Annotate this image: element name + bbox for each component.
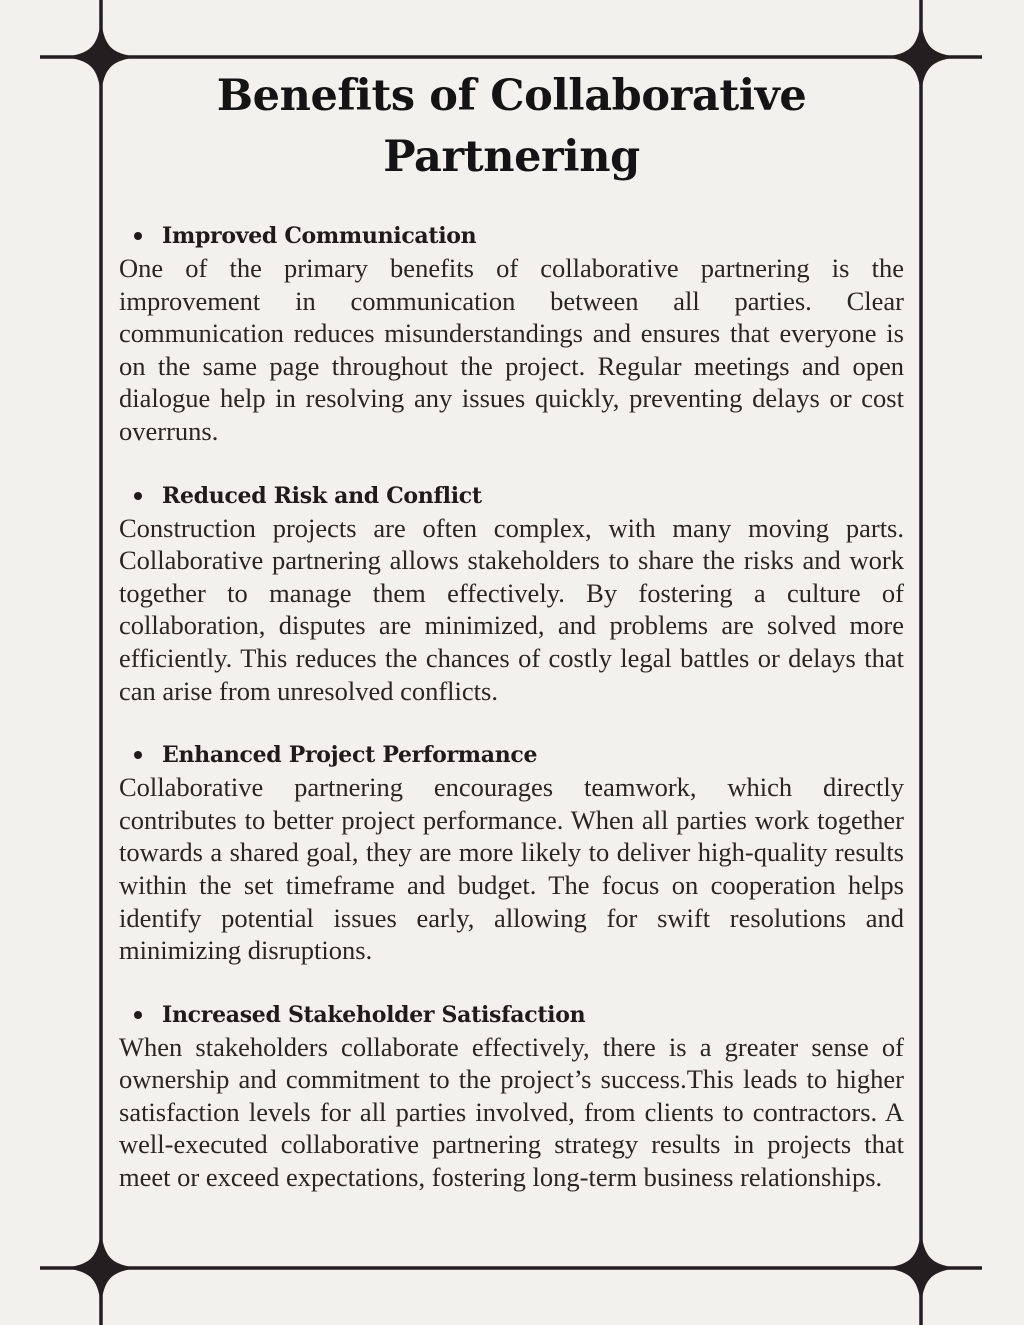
benefit-text: Construction projects are often complex, with many moving parts. Collaborative partnering allows stakeholders to share the risks and work together to manage them effectively. By fostering a culture of collaboration, disputes are minimized, and problems are solved more efficiently. This reduces the chances of costly legal battles or delays that can arise from unresolved conflicts. (119, 512, 904, 706)
benefits-list (119, 220, 904, 1194)
benefit-section (119, 480, 904, 708)
benefit-text: Collaborative partnering encourages teamwork, which directly contributes to better project performance. When all parties work together towards a shared goal, they are more likely to deliver high-quality results within the set timeframe and budget. The focus on cooperation helps identify potential issues early, allowing for swift resolutions and minimizing disruptions. (119, 772, 904, 966)
bullet-icon (134, 492, 142, 500)
bullet-icon (134, 1011, 142, 1019)
benefit-text: When stakeholders collaborate effectively, there is a greater sense of ownership and commitment to the project’s success.This leads to higher satisfaction levels for all parties involved, from clients to contractors. A well-executed collaborative partnering strategy results in projects that meet or exceed expectations, fostering long-term business relationships. (119, 1031, 904, 1193)
benefit-text: One of the primary benefits of collaborative partnering is the improvement in communication between all parties. Clear communication reduces misunderstandings and ensures that everyone is on the same page throughout the project. Regular meetings and open dialogue help in resolving any issues quickly, preventing delays or cost overruns. (119, 253, 904, 446)
corner-star-icon (883, 1230, 959, 1306)
benefit-heading: Improved Communication (162, 223, 477, 249)
bullet-icon (134, 232, 142, 240)
benefit-heading-row (134, 999, 904, 1031)
benefit-heading-row (134, 739, 904, 771)
benefit-section (119, 739, 904, 967)
benefit-heading: Increased Stakeholder Satisfaction (162, 1001, 586, 1028)
benefit-heading-row (134, 220, 904, 252)
benefit-section (119, 999, 904, 1194)
benefit-heading: Reduced Risk and Conflict (162, 482, 482, 509)
bullet-icon (134, 751, 142, 759)
benefit-heading-row (134, 480, 904, 512)
page-title: Benefits of Collaborative Partnering (216, 71, 807, 182)
benefit-heading: Enhanced Project Performance (162, 742, 538, 769)
corner-star-icon (63, 1230, 139, 1306)
document-content (119, 66, 904, 1194)
benefit-section (119, 220, 904, 448)
